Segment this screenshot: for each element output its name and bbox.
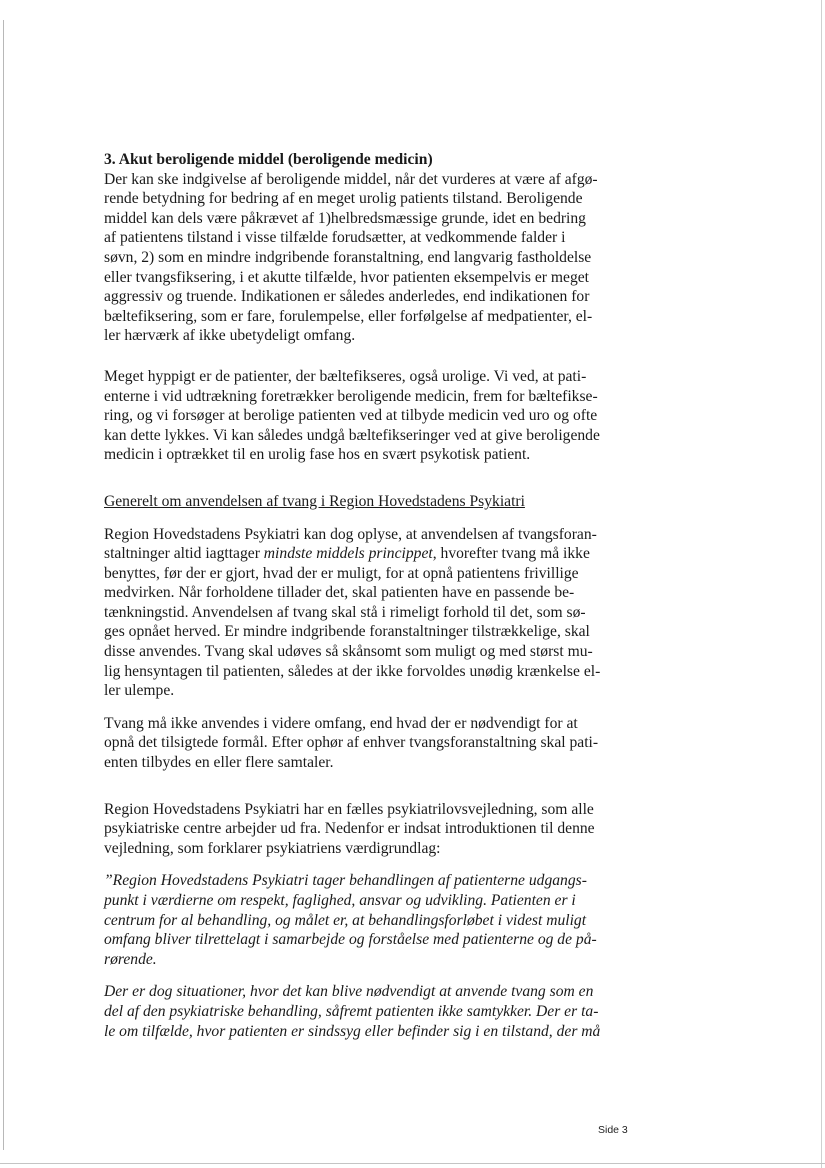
text-line: eller tvangsfiksering, i et akutte tilfælde, hvor patienten eksempelvis er meget [104, 268, 589, 286]
text-line: rørende. [104, 950, 157, 968]
paragraph-least-means [104, 525, 634, 701]
general-subheading: Generelt om anvendelsen af tvang i Region Hovedstadens Psykiatri [104, 492, 525, 510]
text-line: Tvang må ikke anvendes i videre omfang, end hvad der er nødvendigt for at [104, 714, 578, 732]
text-line: lig hensyntagen til patienten, således at der ikke forvoldes unødig krænkelse el- [104, 662, 601, 680]
page-number: Side 3 [598, 1124, 628, 1136]
text-line: middel kan dels være påkrævet af 1)helbredsmæssige grunde, idet en bedring [104, 209, 586, 227]
text-line: tænkningstid. Anvendelsen af tvang skal stå i rimeligt forhold til det, som sø- [104, 603, 586, 621]
text-line: Region Hovedstadens Psykiatri har en fælles psykiatrilovsvejledning, som alle [104, 800, 594, 818]
text-line: medicin i optrækket til en urolig fase hos en svært psykotisk patient. [104, 446, 531, 464]
text-line: ler ulempe. [104, 682, 175, 700]
text-line: le om tilfælde, hvor patienten er sindssyg eller befinder sig i en tilstand, der må [104, 1022, 601, 1040]
text-run: staltninger altid iagttager [104, 545, 264, 563]
text-line: ges opnået herved. Er mindre indgribende foranstaltninger tilstrækkelige, skal [104, 623, 590, 641]
text-line: enten tilbydes en eller flere samtaler. [104, 754, 334, 772]
text-line: vejledning, som forklarer psykiatriens værdigrundlag: [104, 839, 441, 857]
text-line: enterne i vid udtrækning foretrækker beroligende medicin, frem for bæltefikse- [104, 387, 598, 405]
quote-coercion [104, 982, 634, 1041]
text-line: omfang bliver tilrettelagt i samarbejde og forståelse med patienterne og de på- [104, 931, 597, 949]
text-run: , hvorefter tvang må ikke [432, 545, 590, 563]
text-line: ring, og vi forsøger at berolige patienten ved at tilbyde medicin ved uro og ofte [104, 407, 598, 425]
text-line-mixed [104, 544, 634, 564]
text-line: psykiatriske centre arbejder ud fra. Nedenfor er indsat introduktionen til denne [104, 820, 595, 838]
text-line: medvirken. Når forholdene tillader det, skal patienten have en passende be- [104, 584, 575, 602]
text-line: disse anvendes. Tvang skal udøves så skånsomt som muligt og med størst mu- [104, 643, 593, 661]
page-edge-left [3, 20, 4, 1150]
paragraph-limits [104, 714, 634, 773]
text-line: kan dette lykkes. Vi kan således undgå bæltefikseringer ved at give beroligende [104, 426, 600, 444]
paragraph-restraint-medicine [104, 367, 634, 465]
quote-values [104, 871, 634, 969]
text-line: rende betydning for bedring af en meget urolig patients tilstand. Beroligende [104, 190, 583, 208]
text-line: ler hærværk af ikke ubetydeligt omfang. [104, 327, 356, 345]
section-3 [104, 150, 634, 346]
page-edge-right [821, 0, 822, 1168]
paragraph-values-intro [104, 800, 634, 859]
text-line: søvn, 2) som en mindre indgribende foranstaltning, end langvarig fastholdelse [104, 248, 592, 266]
text-line: del af den psykiatriske behandling, såfremt patienten ikke samtykker. Der er ta- [104, 1002, 599, 1020]
section-3-heading: 3. Akut beroligende middel (beroligende medicin) [104, 151, 433, 168]
text-line: benyttes, før der er gjort, hvad der er muligt, for at opnå patientens frivillige [104, 564, 579, 582]
document-body [104, 150, 634, 1041]
text-line: centrum for al behandling, og målet er, at behandlingsforløbet i videst muligt [104, 911, 587, 929]
text-line: punkt i værdierne om respekt, faglighed, ansvar og udvikling. Patienten er i [104, 892, 576, 909]
text-line: Der kan ske indgivelse af beroligende middel, når det vurderes at være af afgø- [104, 170, 598, 188]
text-line: Der er dog situationer, hvor det kan blive nødvendigt at anvende tvang som en [104, 983, 594, 1001]
text-line: opnå det tilsigtede formål. Efter ophør af enhver tvangsforanstaltning skal pati- [104, 734, 599, 752]
text-line: Region Hovedstadens Psykiatri kan dog oplyse, at anvendelsen af tvangsforan- [104, 525, 597, 543]
text-line: Meget hyppigt er de patienter, der bæltefikseres, også urolige. Vi ved, at pati- [104, 367, 587, 385]
page-edge-bottom [0, 1163, 825, 1164]
text-line: ”Region Hovedstadens Psykiatri tager behandlingen af patienterne udgangs- [104, 872, 587, 890]
text-line: af patientens tilstand i visse tilfælde forudsætter, at vedkommende falder i [104, 229, 566, 247]
text-line: bæltefiksering, som er fare, forulempelse, eller forfølgelse af medpatienter, el- [104, 307, 593, 325]
emphasis-principle: mindste middels princippet [263, 545, 433, 563]
text-line: aggressiv og truende. Indikationen er således anderledes, end indikationen for [104, 288, 590, 306]
